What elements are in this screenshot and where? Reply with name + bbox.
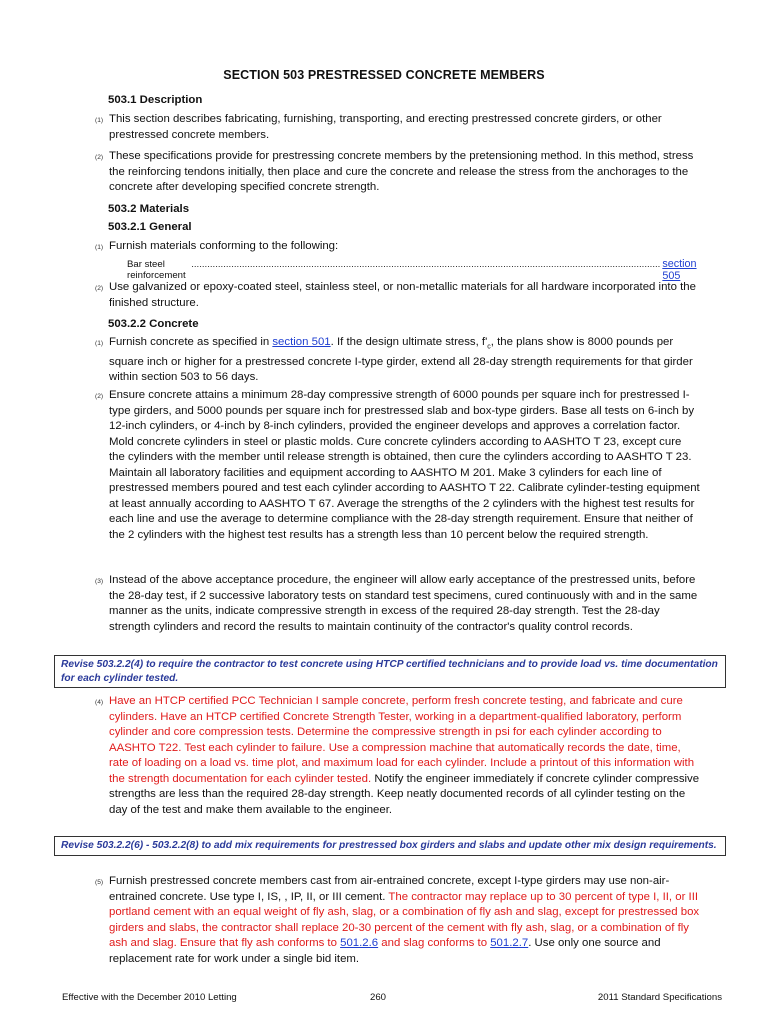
- materials-toc-line: [127, 258, 697, 282]
- original-text: . Use only one source and replacement rate for work under a single bid item.: [109, 937, 661, 965]
- paragraph-503-2-2-5: [95, 874, 700, 967]
- paragraph-number: (2): [95, 393, 104, 400]
- section-501-2-6-link[interactable]: 501.2.6: [340, 937, 379, 949]
- section-501-2-7-link[interactable]: 501.2.7: [490, 937, 529, 949]
- paragraph-503-2-2-2: [95, 388, 700, 543]
- paragraph-503-2-2-3: [95, 573, 700, 635]
- paragraph-number: (5): [95, 879, 104, 886]
- text-run: . If the design ultimate stress, f': [330, 336, 488, 348]
- revised-text: The contractor may replace up to 30 percent of type I, II, or III portland cement with an equal weight of fly ash, slag, or a combination of fly ash and slag, except for prestressed box girders and slabs, the contractor shall replace 20-30 percent of the cement with fly ash, slag, or a combination of fly ash and slag. Ensure that fly ash conforms to: [109, 890, 700, 949]
- original-text: Furnish prestressed concrete members cast from air-entrained concrete, except I-type girders may use non-air-entrained concrete. Use type I, IS, , IP, II, or III cement.: [109, 875, 670, 903]
- paragraph-503-1-2: [95, 149, 700, 196]
- section-501-link[interactable]: section 501: [272, 336, 331, 348]
- footer-left: Effective with the December 2010 Letting: [62, 992, 237, 1003]
- revision-note-1: Revise 503.2.2(4) to require the contractor to test concrete using HTCP certified technicians and to provide load vs. time documentation for each cylinder tested.: [54, 655, 726, 688]
- toc-leader-dots: ................................................................................................................................................................................: [191, 259, 661, 270]
- section-505-link[interactable]: section 505: [662, 258, 697, 282]
- footer-page-number: 260: [370, 992, 387, 1003]
- subscript: c: [487, 343, 491, 351]
- paragraph-503-2-2-4: [95, 694, 700, 818]
- paragraph-text: Ensure concrete attains a minimum 28-day compressive strength of 6000 pounds per square inch for prestressed I-type girders, and 5000 pounds per square inch for prestressed slab and box-type girders. Base all tests on 6-inch by 12-inch cylinders, or 4-inch by 8-inch cylinders, provided the engineer develops and approves a correlation factor. Mold concrete cylinders in steel or plastic molds. Cure concrete cylinders according to AASHTO T 23, except cure the cylinders with the member until release strength is obtained, then cure the cylinders according to AASHTO T 23. Maintain all laboratory facilities and equipment according to AASHTO M 201. Make 3 cylinders for each line of prestressed members poured and test each cylinder according to AASHTO T 22. Calibrate cylinder-testing equipment at least annually according to AASHTO T 67. Average the strengths of the 2 cylinders with the highest test results for each line and use the average to determine compliance with the 28-day strength requirement. Ensure that neither of the 2 cylinders with the highest test results has a strength less than 10 percent below the required strength.: [109, 389, 700, 541]
- paragraph-text: Use galvanized or epoxy-coated steel, stainless steel, or non-metallic materials for all hardware incorporated into the finished structure.: [109, 281, 696, 309]
- paragraph-number: (2): [95, 154, 104, 161]
- paragraph-number: (4): [95, 699, 104, 706]
- heading-503-2: 503.2 Materials: [108, 203, 190, 215]
- heading-503-2-2: 503.2.2 Concrete: [108, 318, 199, 330]
- paragraph-text: [109, 874, 700, 967]
- paragraph-text: This section describes fabricating, furnishing, transporting, and erecting prestressed concrete girders, or other prestressed concrete members.: [109, 113, 662, 141]
- footer-right: 2011 Standard Specifications: [597, 992, 722, 1003]
- revised-text: Have an HTCP certified PCC Technician I sample concrete, perform fresh concrete testing, and fabricate and cure cylinders. Have an HTCP certified Concrete Strength Tester, working in a department-qualified laboratory, perform cylinder and core compression tests. Determine the compressive strength in psi for each cylinder according to AASHTO T22. Test each cylinder to failure. Use a compression machine that automatically records the date, time, rate of loading on a load vs. time plot, and maximum load for each cylinder. Include a printout of this information with the strength documentation for each cylinder tested.: [109, 695, 695, 785]
- toc-label: Bar steel reinforcement: [127, 259, 186, 281]
- paragraph-text: [109, 694, 700, 818]
- paragraph-number: (2): [95, 285, 104, 292]
- text-run: , the plans show is 8000 pounds per square inch or higher for a prestressed concrete I-type girder, extend all 28-day strength requirements for that girder within section 503 to 56 days.: [109, 336, 693, 384]
- heading-503-1: 503.1 Description: [108, 94, 203, 106]
- paragraph-503-1-1: [95, 112, 700, 143]
- paragraph-text: These specifications provide for prestressing concrete members by the pretensioning method. In this method, stress the reinforcing tendons initially, then place and cure the concrete and release the stress from the anchorages to the concrete after developing specified concrete strength.: [109, 150, 694, 193]
- original-text: Notify the engineer immediately if concrete cylinder compressive strengths are less than the required 28-day strength. Keep neatly documented records of all cylinder testing on the day of the test and make them available to the engineer.: [109, 772, 700, 816]
- paragraph-text: [109, 335, 700, 386]
- revised-text: and slag conforms to: [378, 937, 491, 949]
- paragraph-number: (3): [95, 578, 104, 585]
- paragraph-503-2-1-2: [95, 280, 700, 311]
- paragraph-text: Furnish materials conforming to the following:: [109, 240, 339, 252]
- text-run: Furnish concrete as specified in: [109, 336, 273, 348]
- paragraph-text: Instead of the above acceptance procedure, the engineer will allow early acceptance of the prestressed units, before the 28-day test, if 2 successive laboratory tests on standard test specimens, cured continuously with and in the same manner as the units, indicate compressive strength in excess of the required 28-day strength. Test the 28-day strength cylinders and record the results to maintain continuity of the contractor's quality control records.: [109, 574, 698, 633]
- paragraph-number: (1): [95, 117, 104, 124]
- paragraph-503-2-2-1: [95, 335, 700, 386]
- paragraph-number: (1): [95, 244, 104, 251]
- paragraph-503-2-1-1: [95, 239, 700, 255]
- paragraph-number: (1): [95, 340, 104, 347]
- revision-note-2: Revise 503.2.2(6) - 503.2.2(8) to add mix requirements for prestressed box girders and slabs and update other mix design requirements.: [54, 836, 726, 856]
- section-title: SECTION 503 PRESTRESSED CONCRETE MEMBERS: [223, 68, 545, 82]
- heading-503-2-1: 503.2.1 General: [108, 221, 192, 233]
